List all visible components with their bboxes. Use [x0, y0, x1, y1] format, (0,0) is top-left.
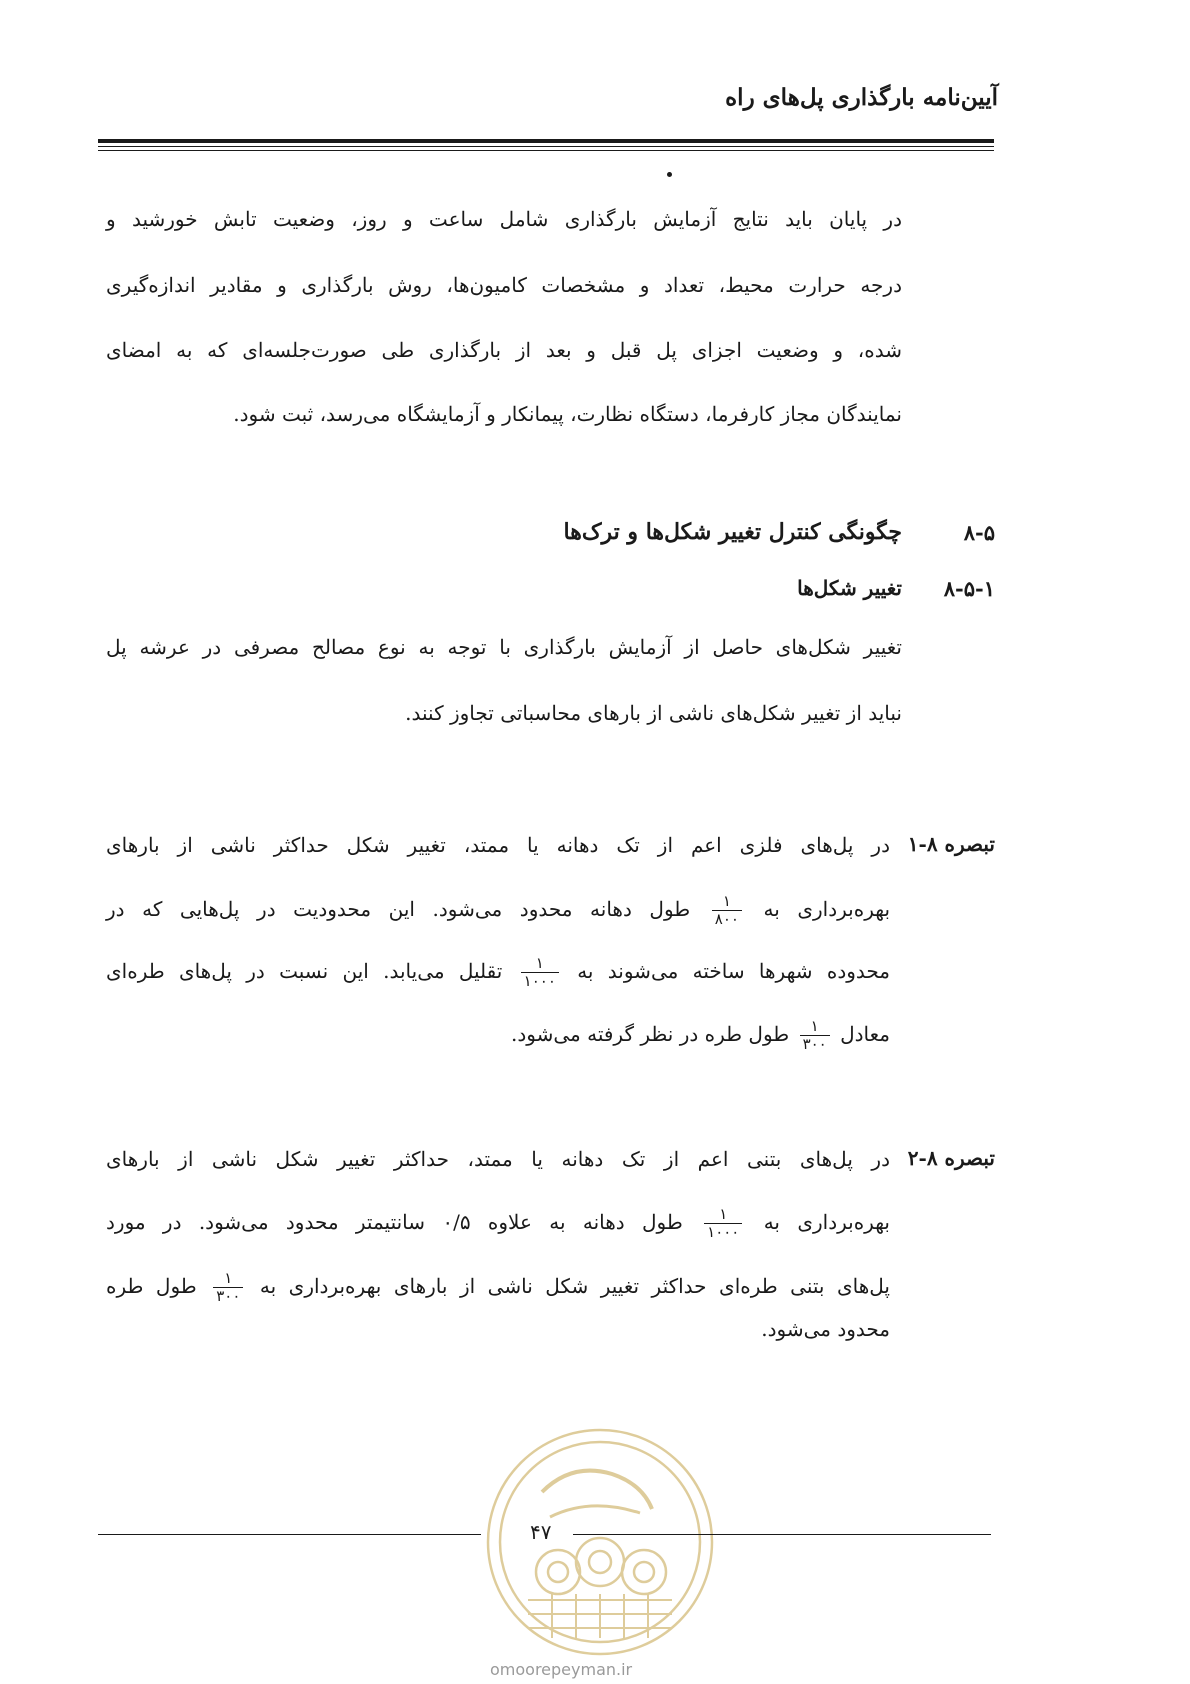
note2-line-2-end: طول دهانه به علاوه ۰/۵ سانتیمتر محدود می‌شود. در مورد — [106, 1210, 683, 1234]
fraction-1-over-800 — [712, 893, 742, 928]
running-header-title: آیین‌نامه بارگذاری پل‌های راه — [725, 84, 998, 111]
note2-line-3-start: پل‌های بتنی طره‌ای حداکثر تغییر شکل ناشی از بارهای بهره‌برداری به — [259, 1274, 890, 1298]
subsection-line-2: نباید از تغییر شکل‌های ناشی از بارهای محاسباتی تجاوز کنند. — [405, 701, 902, 725]
note2-line-1: در پل‌های بتنی اعم از تک دهانه یا ممتد، حداکثر تغییر شکل ناشی از بارهای — [106, 1147, 890, 1171]
section-title: چگونگی کنترل تغییر شکل‌ها و ترک‌ها — [563, 519, 902, 545]
note2-label: تبصره ۸-۲ — [907, 1146, 995, 1170]
fraction-denominator: ۳۰۰ — [802, 1035, 827, 1053]
fraction-numerator: ۱ — [224, 1269, 233, 1287]
watermark-site-text: omoorepeyman.ir — [490, 1660, 633, 1679]
footer-rule-left — [98, 1534, 481, 1535]
intro-line-2: درجه حرارت محیط، تعداد و مشخصات کامیون‌ها، روش بارگذاری و مقادیر اندازه‌گیری — [106, 273, 902, 297]
fraction-numerator: ۱ — [722, 892, 731, 910]
fraction-denominator: ۸۰۰ — [714, 910, 739, 928]
intro-line-1: در پایان باید نتایج آزمایش بارگذاری شامل ساعت و روز، وضعیت تابش خورشید و — [106, 207, 902, 231]
page-number: ۴۷ — [530, 1520, 552, 1544]
subsection-number: ۸-۵-۱ — [943, 576, 995, 601]
note1-line-3 — [106, 955, 890, 990]
fraction-denominator: ۱۰۰۰ — [523, 972, 556, 990]
note2-line-4: محدود می‌شود. — [761, 1317, 890, 1341]
fraction-numerator: ۱ — [810, 1017, 819, 1035]
header-rule-thick — [98, 139, 994, 143]
fraction-numerator: ۱ — [719, 1205, 728, 1223]
note2-line-3-end: طول طره — [106, 1274, 197, 1298]
intro-line-3: شده، و وضعیت اجزای پل قبل و بعد از بارگذاری طی صورت‌جلسه‌ای که به امضای — [106, 338, 902, 362]
header-rule-thin — [98, 146, 994, 147]
note1-line-3-start: محدوده شهرها ساخته می‌شوند به — [577, 959, 890, 983]
fraction-denominator: ۳۰۰ — [216, 1287, 241, 1305]
footer-rule-right — [573, 1534, 991, 1535]
note2-line-3 — [106, 1270, 890, 1305]
note1-line-2-end: طول دهانه محدود می‌شود. این محدودیت در پل‌هایی که در — [106, 897, 691, 921]
note1-line-4-end: طول طره در نظر گرفته می‌شود. — [511, 1022, 790, 1046]
fraction-1-over-300 — [213, 1270, 243, 1305]
note1-line-2 — [106, 893, 890, 928]
watermark-stamp-icon — [480, 1422, 720, 1662]
fraction-1-over-1000 — [704, 1206, 742, 1241]
fraction-1-over-300 — [800, 1018, 830, 1053]
note1-line-3-end: تقلیل می‌یابد. این نسبت در پل‌های طره‌ای — [106, 959, 503, 983]
note2-line-2-start: بهره‌برداری به — [763, 1210, 890, 1234]
note2-line-2 — [106, 1206, 890, 1241]
intro-line-4: نمایندگان مجاز کارفرما، دستگاه نظارت، پیمانکار و آزمایشگاه می‌رسد، ثبت شود. — [233, 402, 902, 426]
subsection-title: تغییر شکل‌ها — [797, 576, 902, 600]
note1-line-2-start: بهره‌برداری به — [763, 897, 891, 921]
section-number: ۸-۵ — [963, 520, 995, 545]
fraction-1-over-1000 — [521, 955, 559, 990]
fraction-numerator: ۱ — [535, 954, 544, 972]
note1-label: تبصره ۸-۱ — [907, 832, 995, 856]
fraction-denominator: ۱۰۰۰ — [707, 1223, 740, 1241]
subsection-line-1: تغییر شکل‌های حاصل از آزمایش بارگذاری با توجه به نوع مصالح مصرفی در عرشه پل — [106, 635, 902, 659]
header-rule-thin-2 — [98, 150, 994, 151]
note1-line-4-start: معادل — [840, 1022, 890, 1046]
note1-line-1: در پل‌های فلزی اعم از تک دهانه یا ممتد، تغییر شکل حداکثر ناشی از بارهای — [106, 833, 890, 857]
note1-line-4 — [511, 1018, 890, 1053]
decorative-dot — [667, 172, 672, 177]
